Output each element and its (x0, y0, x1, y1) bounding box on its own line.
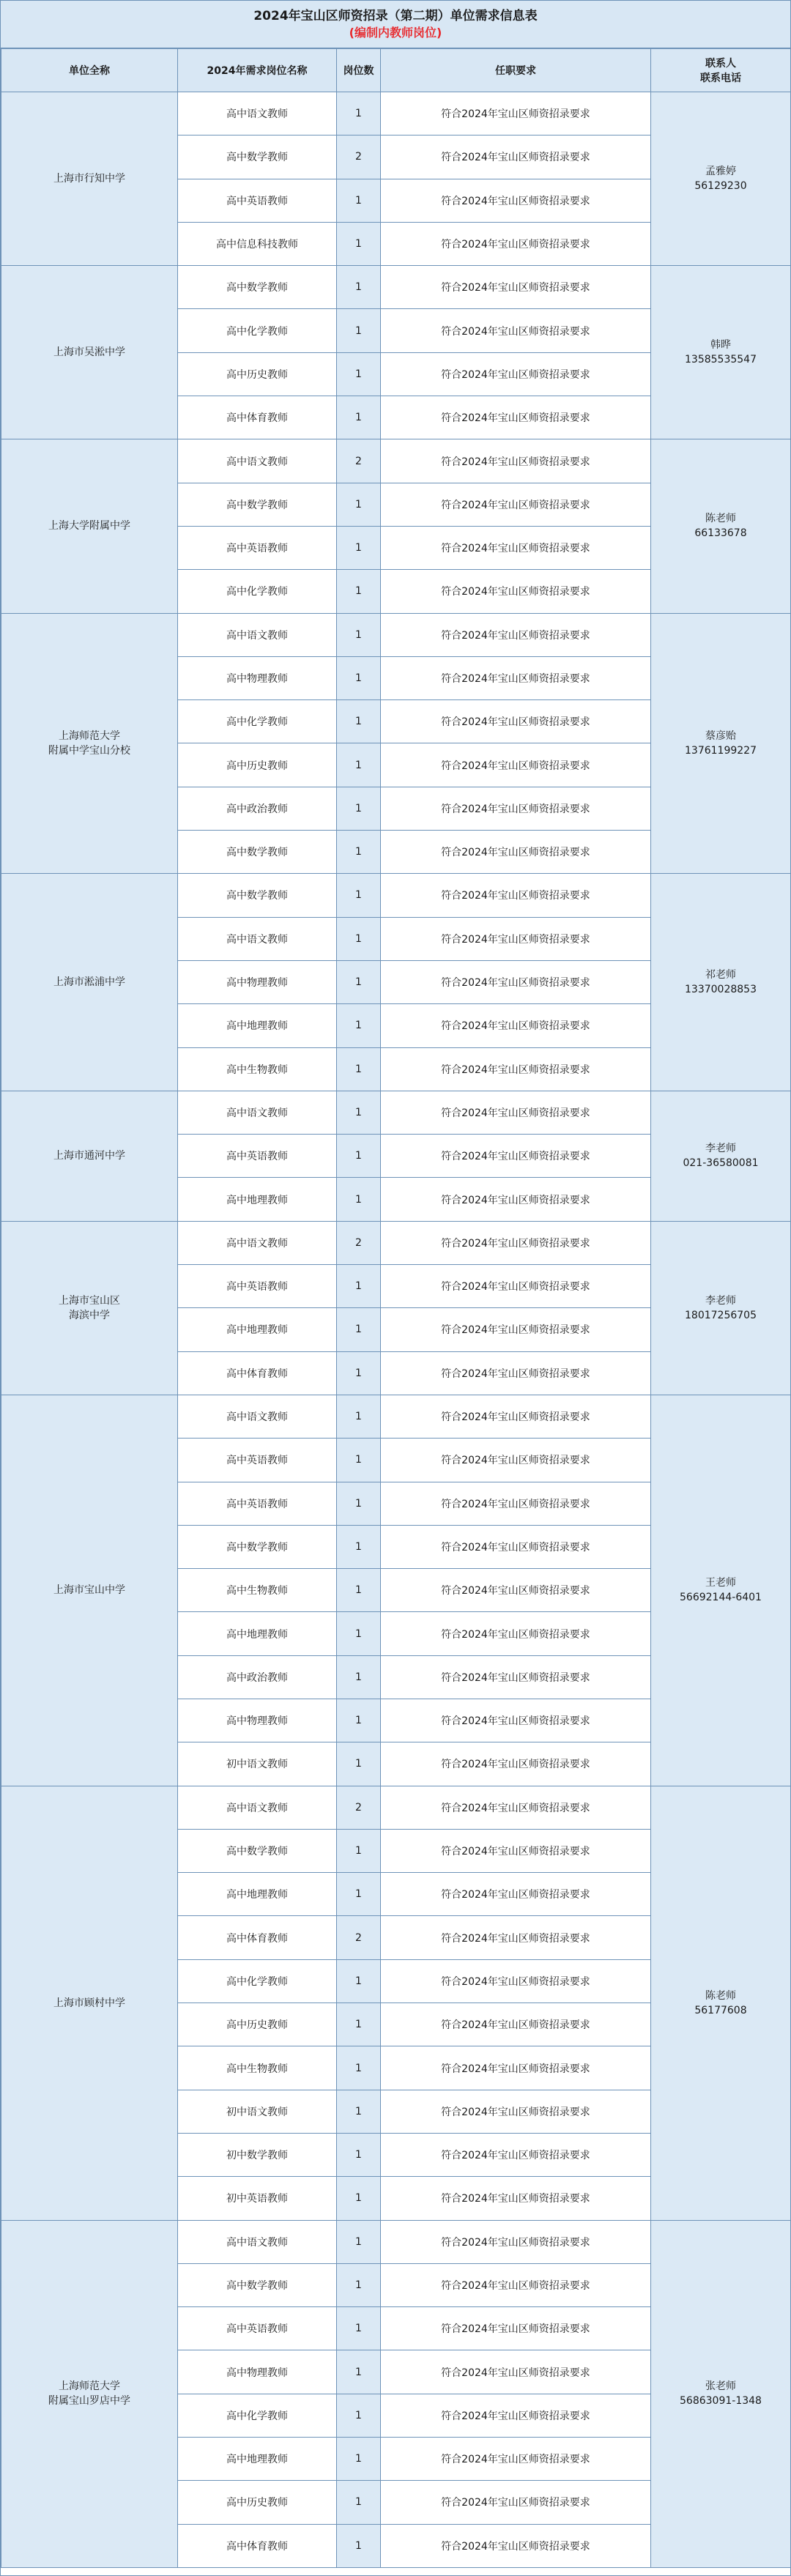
position-name-cell: 高中历史教师 (178, 2003, 337, 2046)
position-name-cell: 高中英语教师 (178, 2307, 337, 2350)
position-name-cell: 高中英语教师 (178, 1439, 337, 1482)
position-count-cell: 1 (337, 179, 381, 222)
requirement-cell: 符合2024年宝山区师资招录要求 (381, 1786, 651, 1829)
position-name-cell: 高中地理教师 (178, 1873, 337, 1916)
position-name-cell: 高中历史教师 (178, 352, 337, 396)
header-unit: 单位全称 (1, 49, 178, 92)
unit-name-line: 上海市行知中学 (53, 173, 125, 185)
position-count-cell: 1 (337, 1395, 381, 1438)
requirement-cell: 符合2024年宝山区师资招录要求 (381, 1699, 651, 1742)
position-name-cell: 高中信息科技教师 (178, 222, 337, 265)
position-name-cell: 高中地理教师 (178, 1178, 337, 1221)
requirement-cell: 符合2024年宝山区师资招录要求 (381, 1873, 651, 1916)
requirement-cell: 符合2024年宝山区师资招录要求 (381, 743, 651, 787)
requirement-cell: 符合2024年宝山区师资招录要求 (381, 1829, 651, 1872)
position-name-cell: 高中化学教师 (178, 1959, 337, 2002)
position-name-cell: 高中历史教师 (178, 743, 337, 787)
requirement-cell: 符合2024年宝山区师资招录要求 (381, 1004, 651, 1047)
requirement-cell: 符合2024年宝山区师资招录要求 (381, 2263, 651, 2306)
position-count-cell: 1 (337, 1178, 381, 1221)
requirement-cell: 符合2024年宝山区师资招录要求 (381, 2481, 651, 2524)
requirement-cell: 符合2024年宝山区师资招录要求 (381, 483, 651, 526)
requirement-cell: 符合2024年宝山区师资招录要求 (381, 2046, 651, 2090)
table-row (1, 266, 791, 309)
requirement-cell: 符合2024年宝山区师资招录要求 (381, 700, 651, 743)
contact-cell (651, 1221, 791, 1395)
requirement-cell: 符合2024年宝山区师资招录要求 (381, 92, 651, 136)
position-name-cell: 初中语文教师 (178, 1742, 337, 1786)
contact-name: 蔡彦贻 (705, 730, 736, 742)
position-name-cell: 高中英语教师 (178, 179, 337, 222)
position-name-cell: 高中数学教师 (178, 266, 337, 309)
unit-name-line: 上海大学附属中学 (48, 520, 130, 532)
position-count-cell: 1 (337, 656, 381, 699)
requirement-cell: 符合2024年宝山区师资招录要求 (381, 1178, 651, 1221)
requirement-cell: 符合2024年宝山区师资招录要求 (381, 831, 651, 874)
unit-name-cell (1, 266, 178, 439)
requirement-cell: 符合2024年宝山区师资招录要求 (381, 352, 651, 396)
header-requirement: 任职要求 (381, 49, 651, 92)
requirement-cell: 符合2024年宝山区师资招录要求 (381, 2133, 651, 2176)
table-header-row (1, 49, 791, 92)
position-count-cell: 1 (337, 2481, 381, 2524)
unit-name-line: 附属中学宝山分校 (48, 744, 130, 757)
position-count-cell: 1 (337, 1742, 381, 1786)
requirement-cell: 符合2024年宝山区师资招录要求 (381, 2524, 651, 2567)
position-name-cell: 高中物理教师 (178, 656, 337, 699)
header-position: 2024年需求岗位名称 (178, 49, 337, 92)
contact-cell (651, 92, 791, 266)
position-count-cell: 2 (337, 1221, 381, 1264)
contact-cell (651, 613, 791, 874)
requirement-cell: 符合2024年宝山区师资招录要求 (381, 2394, 651, 2437)
position-name-cell: 高中语文教师 (178, 92, 337, 136)
position-count-cell: 1 (337, 570, 381, 613)
requirement-cell: 符合2024年宝山区师资招录要求 (381, 1351, 651, 1395)
unit-name-cell (1, 2220, 178, 2567)
table-row (1, 1091, 791, 1134)
unit-name-cell (1, 613, 178, 874)
requirement-cell: 符合2024年宝山区师资招录要求 (381, 1091, 651, 1134)
contact-phone: 66133678 (694, 527, 747, 540)
position-name-cell: 高中语文教师 (178, 1395, 337, 1438)
header-contact-phone: 联系电话 (700, 73, 741, 84)
unit-name-cell (1, 439, 178, 613)
position-count-cell: 1 (337, 1873, 381, 1916)
unit-name-line: 上海市通河中学 (53, 1150, 125, 1162)
contact-cell (651, 1091, 791, 1221)
position-name-cell: 高中体育教师 (178, 2524, 337, 2567)
position-name-cell: 高中生物教师 (178, 2046, 337, 2090)
position-count-cell: 1 (337, 700, 381, 743)
position-name-cell: 高中化学教师 (178, 570, 337, 613)
position-name-cell: 高中数学教师 (178, 136, 337, 179)
requirement-cell: 符合2024年宝山区师资招录要求 (381, 2220, 651, 2263)
position-count-cell: 1 (337, 2394, 381, 2437)
table-row (1, 1395, 791, 1438)
position-name-cell: 高中地理教师 (178, 1004, 337, 1047)
requirement-cell: 符合2024年宝山区师资招录要求 (381, 1655, 651, 1699)
requirement-cell: 符合2024年宝山区师资招录要求 (381, 1308, 651, 1351)
position-count-cell: 1 (337, 1439, 381, 1482)
requirement-cell: 符合2024年宝山区师资招录要求 (381, 2090, 651, 2133)
unit-name-cell (1, 92, 178, 266)
position-count-cell: 1 (337, 960, 381, 1003)
position-count-cell: 1 (337, 1351, 381, 1395)
position-count-cell: 2 (337, 1916, 381, 1959)
unit-name-line: 上海市宝山区 (59, 1294, 120, 1307)
contact-cell (651, 266, 791, 439)
requirement-cell: 符合2024年宝山区师资招录要求 (381, 787, 651, 830)
position-name-cell: 高中体育教师 (178, 1916, 337, 1959)
requirement-cell: 符合2024年宝山区师资招录要求 (381, 1482, 651, 1525)
position-count-cell: 1 (337, 1265, 381, 1308)
unit-name-cell (1, 874, 178, 1091)
contact-cell (651, 439, 791, 613)
position-name-cell: 高中语文教师 (178, 439, 337, 483)
requirement-cell: 符合2024年宝山区师资招录要求 (381, 917, 651, 960)
position-count-cell: 1 (337, 613, 381, 656)
contact-phone: 56177608 (694, 2004, 747, 2016)
requirement-cell: 符合2024年宝山区师资招录要求 (381, 1439, 651, 1482)
position-name-cell: 高中体育教师 (178, 396, 337, 439)
position-name-cell: 高中英语教师 (178, 1482, 337, 1525)
header-count: 岗位数 (337, 49, 381, 92)
position-name-cell: 高中语文教师 (178, 2220, 337, 2263)
requirement-cell: 符合2024年宝山区师资招录要求 (381, 960, 651, 1003)
contact-name: 孟雅婷 (705, 166, 736, 178)
position-name-cell: 高中体育教师 (178, 1351, 337, 1395)
requirement-cell: 符合2024年宝山区师资招录要求 (381, 309, 651, 352)
requirement-cell: 符合2024年宝山区师资招录要求 (381, 1959, 651, 2002)
unit-name-cell (1, 1091, 178, 1221)
contact-cell (651, 2220, 791, 2567)
unit-name-cell (1, 1786, 178, 2220)
position-count-cell: 1 (337, 2307, 381, 2350)
position-count-cell: 1 (337, 2220, 381, 2263)
requirement-cell: 符合2024年宝山区师资招录要求 (381, 1742, 651, 1786)
position-name-cell: 高中生物教师 (178, 1047, 337, 1091)
position-name-cell: 高中物理教师 (178, 1699, 337, 1742)
position-count-cell: 1 (337, 2177, 381, 2220)
position-count-cell: 1 (337, 396, 381, 439)
contact-cell (651, 1395, 791, 1786)
requirement-cell: 符合2024年宝山区师资招录要求 (381, 656, 651, 699)
position-count-cell: 2 (337, 136, 381, 179)
contact-phone: 021-36580081 (683, 1157, 759, 1170)
requirement-cell: 符合2024年宝山区师资招录要求 (381, 1265, 651, 1308)
unit-name-cell (1, 1395, 178, 1786)
table-row (1, 92, 791, 136)
position-count-cell: 1 (337, 92, 381, 136)
position-name-cell: 高中生物教师 (178, 1569, 337, 1612)
contact-name: 陈老师 (705, 1989, 736, 2002)
contact-phone: 56129230 (694, 180, 747, 193)
contact-name: 韩晔 (710, 339, 731, 352)
position-name-cell: 高中英语教师 (178, 1135, 337, 1178)
contact-phone: 13761199227 (685, 744, 757, 757)
contact-name: 李老师 (705, 1143, 736, 1155)
position-count-cell: 1 (337, 1829, 381, 1872)
contact-cell (651, 1786, 791, 2220)
table-row (1, 439, 791, 483)
requirement-cell: 符合2024年宝山区师资招录要求 (381, 1395, 651, 1438)
position-count-cell: 1 (337, 222, 381, 265)
position-count-cell: 1 (337, 526, 381, 569)
requirement-cell: 符合2024年宝山区师资招录要求 (381, 1221, 651, 1264)
table-row (1, 1221, 791, 1264)
unit-name-line: 上海师范大学 (59, 730, 120, 742)
unit-name-line: 上海市顾村中学 (53, 1997, 125, 2009)
position-name-cell: 高中历史教师 (178, 2481, 337, 2524)
contact-name: 陈老师 (705, 513, 736, 525)
contact-phone: 18017256705 (685, 1309, 757, 1321)
position-name-cell: 高中物理教师 (178, 960, 337, 1003)
unit-name-cell (1, 1221, 178, 1395)
unit-name-line: 上海市淞浦中学 (53, 976, 125, 989)
requirement-cell: 符合2024年宝山区师资招录要求 (381, 1135, 651, 1178)
table-row (1, 613, 791, 656)
requirement-cell: 符合2024年宝山区师资招录要求 (381, 2350, 651, 2394)
position-name-cell: 高中数学教师 (178, 483, 337, 526)
unit-name-line: 海滨中学 (69, 1309, 110, 1321)
position-count-cell: 1 (337, 831, 381, 874)
unit-name-line: 上海师范大学 (59, 2380, 120, 2393)
position-name-cell: 高中英语教师 (178, 1265, 337, 1308)
unit-name-line: 上海市吴淞中学 (53, 346, 125, 359)
requirement-cell: 符合2024年宝山区师资招录要求 (381, 1569, 651, 1612)
contact-name: 祁老师 (705, 969, 736, 981)
position-name-cell: 高中语文教师 (178, 917, 337, 960)
position-count-cell: 1 (337, 1655, 381, 1699)
position-count-cell: 1 (337, 2524, 381, 2567)
requirement-cell: 符合2024年宝山区师资招录要求 (381, 396, 651, 439)
position-name-cell: 高中数学教师 (178, 2263, 337, 2306)
position-count-cell: 1 (337, 309, 381, 352)
position-name-cell: 高中语文教师 (178, 1091, 337, 1134)
position-count-cell: 1 (337, 266, 381, 309)
position-name-cell: 初中语文教师 (178, 2090, 337, 2133)
position-name-cell: 高中数学教师 (178, 831, 337, 874)
unit-name-line: 附属宝山罗店中学 (48, 2395, 130, 2408)
position-name-cell: 高中化学教师 (178, 700, 337, 743)
requirement-cell: 符合2024年宝山区师资招录要求 (381, 136, 651, 179)
position-count-cell: 1 (337, 1959, 381, 2002)
requirement-cell: 符合2024年宝山区师资招录要求 (381, 1525, 651, 1568)
page-title: 2024年宝山区师资招录（第二期）单位需求信息表 (253, 9, 538, 23)
position-name-cell: 高中英语教师 (178, 526, 337, 569)
position-count-cell: 2 (337, 439, 381, 483)
position-count-cell: 1 (337, 1482, 381, 1525)
table-row (1, 1786, 791, 1829)
contact-cell (651, 874, 791, 1091)
position-name-cell: 高中化学教师 (178, 2394, 337, 2437)
position-count-cell: 2 (337, 1786, 381, 1829)
page-subtitle: (编制内教师岗位) (349, 26, 442, 40)
position-name-cell: 高中地理教师 (178, 1612, 337, 1655)
position-count-cell: 1 (337, 2350, 381, 2394)
position-count-cell: 1 (337, 787, 381, 830)
requirement-cell: 符合2024年宝山区师资招录要求 (381, 266, 651, 309)
position-count-cell: 1 (337, 352, 381, 396)
requirement-cell: 符合2024年宝山区师资招录要求 (381, 874, 651, 917)
position-count-cell: 1 (337, 2263, 381, 2306)
header-contact-person: 联系人 (705, 58, 736, 70)
requirement-cell: 符合2024年宝山区师资招录要求 (381, 2003, 651, 2046)
position-count-cell: 1 (337, 2003, 381, 2046)
header-contact (651, 49, 791, 92)
requirement-cell: 符合2024年宝山区师资招录要求 (381, 2307, 651, 2350)
position-name-cell: 初中英语教师 (178, 2177, 337, 2220)
position-count-cell: 1 (337, 1091, 381, 1134)
position-name-cell: 高中政治教师 (178, 787, 337, 830)
position-count-cell: 1 (337, 917, 381, 960)
position-count-cell: 1 (337, 2090, 381, 2133)
requirement-cell: 符合2024年宝山区师资招录要求 (381, 1047, 651, 1091)
demand-table (1, 48, 791, 2568)
position-count-cell: 1 (337, 1569, 381, 1612)
position-name-cell: 高中地理教师 (178, 1308, 337, 1351)
requirement-cell: 符合2024年宝山区师资招录要求 (381, 2177, 651, 2220)
requirement-cell: 符合2024年宝山区师资招录要求 (381, 526, 651, 569)
contact-phone: 13585535547 (685, 354, 757, 366)
contact-name: 李老师 (705, 1294, 736, 1307)
position-name-cell: 高中政治教师 (178, 1655, 337, 1699)
position-count-cell: 1 (337, 1699, 381, 1742)
position-count-cell: 1 (337, 743, 381, 787)
position-name-cell: 高中数学教师 (178, 874, 337, 917)
contact-name: 王老师 (705, 1577, 736, 1589)
position-count-cell: 1 (337, 874, 381, 917)
position-name-cell: 高中数学教师 (178, 1829, 337, 1872)
table-body (1, 92, 791, 2568)
position-name-cell: 高中化学教师 (178, 309, 337, 352)
title-banner (1, 1, 790, 48)
position-count-cell: 1 (337, 483, 381, 526)
requirement-cell: 符合2024年宝山区师资招录要求 (381, 222, 651, 265)
position-name-cell: 高中语文教师 (178, 1786, 337, 1829)
position-name-cell: 高中语文教师 (178, 1221, 337, 1264)
position-count-cell: 1 (337, 2046, 381, 2090)
requirement-cell: 符合2024年宝山区师资招录要求 (381, 613, 651, 656)
contact-phone: 13370028853 (685, 984, 757, 996)
position-count-cell: 1 (337, 1047, 381, 1091)
position-count-cell: 1 (337, 1004, 381, 1047)
contact-phone: 56863091-1348 (680, 2395, 762, 2408)
contact-phone: 56692144-6401 (680, 1592, 762, 1604)
table-row (1, 874, 791, 917)
table-row (1, 2220, 791, 2263)
position-name-cell: 高中物理教师 (178, 2350, 337, 2394)
requirement-cell: 符合2024年宝山区师资招录要求 (381, 570, 651, 613)
position-count-cell: 1 (337, 2438, 381, 2481)
position-name-cell: 高中语文教师 (178, 613, 337, 656)
requirement-cell: 符合2024年宝山区师资招录要求 (381, 1916, 651, 1959)
contact-name: 张老师 (705, 2380, 736, 2393)
position-count-cell: 1 (337, 1612, 381, 1655)
position-name-cell: 初中数学教师 (178, 2133, 337, 2176)
position-count-cell: 1 (337, 2133, 381, 2176)
requirement-cell: 符合2024年宝山区师资招录要求 (381, 2438, 651, 2481)
position-name-cell: 高中数学教师 (178, 1525, 337, 1568)
position-count-cell: 1 (337, 1308, 381, 1351)
requirement-cell: 符合2024年宝山区师资招录要求 (381, 1612, 651, 1655)
position-count-cell: 1 (337, 1135, 381, 1178)
position-name-cell: 高中地理教师 (178, 2438, 337, 2481)
requirement-cell: 符合2024年宝山区师资招录要求 (381, 439, 651, 483)
position-count-cell: 1 (337, 1525, 381, 1568)
unit-name-line: 上海市宝山中学 (53, 1584, 125, 1597)
requirement-cell: 符合2024年宝山区师资招录要求 (381, 179, 651, 222)
